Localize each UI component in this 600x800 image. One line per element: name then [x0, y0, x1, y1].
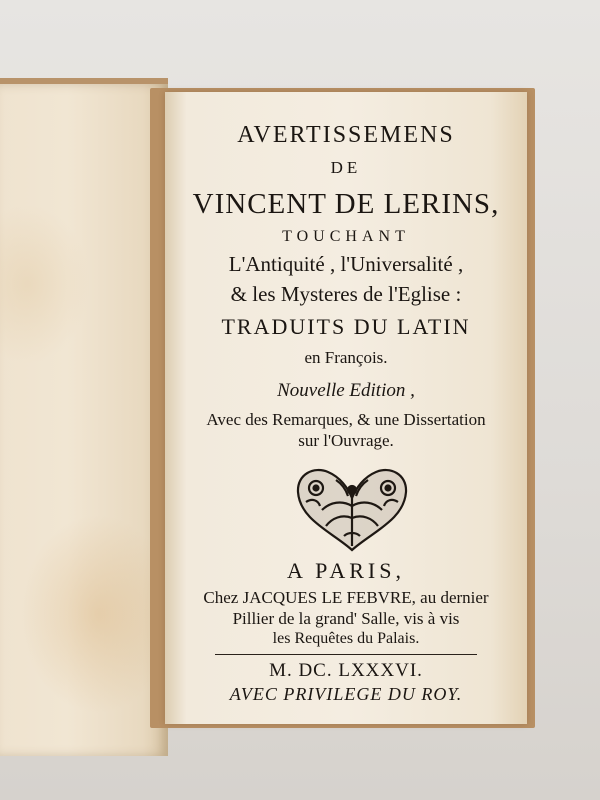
title-touchant: TOUCHANT [282, 228, 410, 245]
imprint-line-3: les Requêtes du Palais. [272, 630, 420, 647]
publication-year: M. DC. LXXXVI. [269, 660, 423, 681]
edition-note: Nouvelle Edition , [277, 380, 415, 401]
place-of-publication: A PARIS, [286, 558, 405, 583]
royal-privilege: AVEC PRIVILEGE DU ROY. [229, 684, 463, 704]
translation-note: TRADUITS DU LATIN [221, 314, 471, 339]
floral-heart-ornament-icon [292, 462, 412, 554]
remarks-line-1: Avec des Remarques, & une Dissertation [206, 410, 486, 429]
language-note: en François. [304, 348, 388, 367]
imprint-line-1: Chez JACQUES LE FEBVRE, au dernier [203, 588, 489, 607]
imprint-line-2: Pillier de la grand' Salle, vis à vis [232, 609, 460, 628]
author-name: VINCENT DE LERINS, [192, 188, 500, 220]
main-title: AVERTISSEMENS [237, 122, 455, 148]
divider-rule [215, 654, 477, 655]
left-endpaper [0, 78, 168, 756]
remarks-line-2: sur l'Ouvrage. [298, 431, 394, 450]
title-de: DE [330, 158, 362, 177]
subtitle-line-1: L'Antiquité , l'Universalité , [228, 252, 464, 276]
subtitle-line-2: & les Mysteres de l'Eglise : [230, 282, 462, 306]
